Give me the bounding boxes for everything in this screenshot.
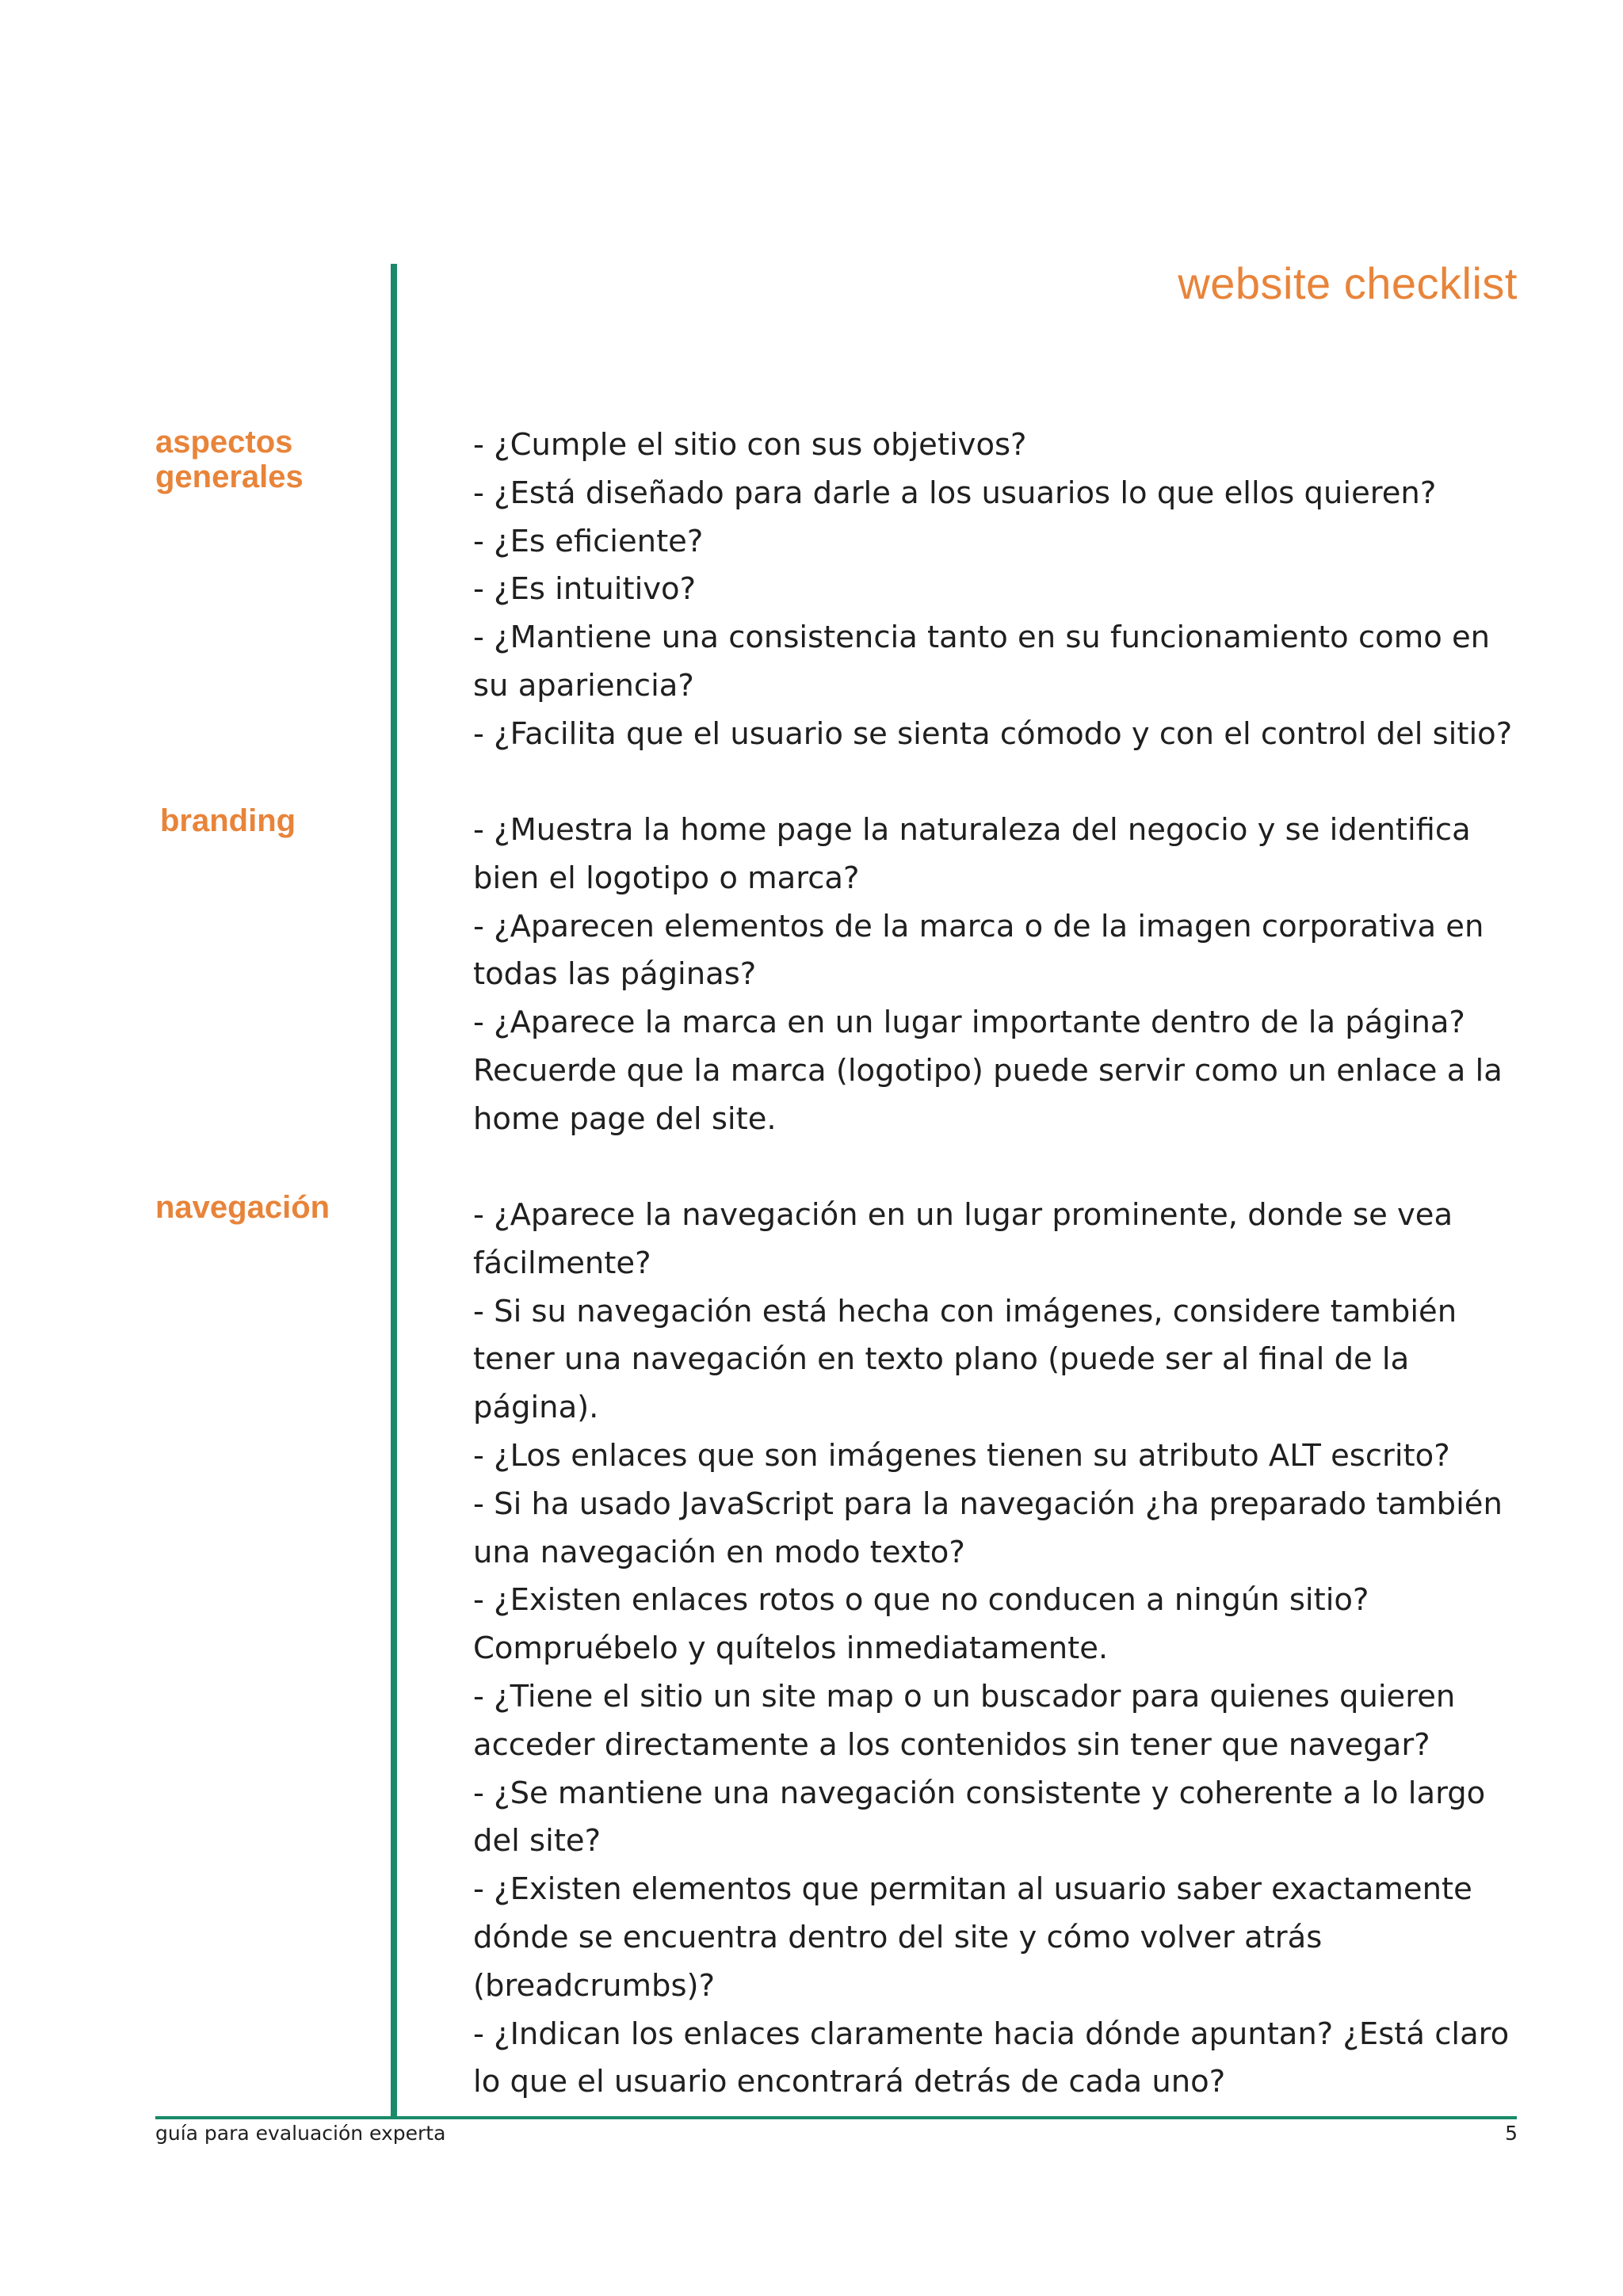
section-label-line: aspectos	[155, 425, 293, 460]
checklist-navegacion	[473, 1192, 1527, 2107]
checklist-branding	[473, 807, 1527, 1144]
section-label-aspectos-generales	[155, 425, 304, 494]
checklist-item: - ¿Es intuitivo?	[473, 571, 697, 608]
checklist-item: - ¿Aparece la navegación en un lugar prominente, donde se vea fácilmente?	[473, 1197, 1453, 1281]
checklist-item: - ¿Aparecen elementos de la marca o de la imagen corporativa en todas las páginas?	[473, 908, 1484, 993]
checklist-item: - ¿Está diseñado para darle a los usuarios lo que ellos quieren?	[473, 475, 1437, 511]
checklist-item: - ¿Tiene el sitio un site map o un buscador para quienes quieren acceder directamente a los contenidos sin tener que navegar?	[473, 1678, 1456, 1763]
checklist-aspectos-generales	[473, 421, 1527, 759]
checklist-item: - ¿Mantiene una consistencia tanto en su funcionamiento como en su apariencia?	[473, 620, 1491, 704]
checklist-item: - ¿Facilita que el usuario se sienta cómodo y con el control del sitio?	[473, 715, 1513, 752]
checklist-item: - ¿Indican los enlaces claramente hacia dónde apuntan? ¿Está claro lo que el usuario encontrará detrás de cada uno?	[473, 2016, 1510, 2100]
section-label-line: branding	[160, 803, 296, 838]
checklist-item: - ¿Los enlaces que son imágenes tienen su atributo ALT escrito?	[473, 1437, 1450, 1474]
checklist-item: - ¿Es eficiente?	[473, 523, 704, 559]
checklist-item: - Si su navegación está hecha con imágenes, considere también tener una navegación en texto plano (puede ser al final de la página).	[473, 1293, 1457, 1426]
footer-text: guía para evaluación experta	[155, 2122, 446, 2145]
section-label-navegacion	[155, 1190, 330, 1225]
checklist-item: - ¿Se mantiene una navegación consistente y coherente a lo largo del site?	[473, 1775, 1486, 1859]
section-label-line: generales	[155, 460, 304, 494]
checklist-item: - ¿Existen enlaces rotos o que no conducen a ningún sitio? Compruébelo y quítelos inmediatamente.	[473, 1582, 1369, 1667]
checklist-item: - Si ha usado JavaScript para la navegación ¿ha preparado también una navegación en modo texto?	[473, 1486, 1503, 1570]
vertical-rule	[391, 264, 397, 2118]
checklist-item: - ¿Cumple el sitio con sus objetivos?	[473, 427, 1027, 463]
checklist-item: - ¿Existen elementos que permitan al usuario saber exactamente dónde se encuentra dentro del site y cómo volver atrás (breadcrumbs)?	[473, 1871, 1472, 2004]
checklist-item: - ¿Aparece la marca en un lugar importante dentro de la página? Recuerde que la marca (logotipo) puede servir como un enlace a la home page del site.	[473, 1005, 1503, 1137]
page-number: 5	[1505, 2122, 1518, 2145]
section-label-line: navegación	[155, 1190, 330, 1225]
page-title: website checklist	[1178, 258, 1518, 308]
checklist-item: - ¿Muestra la home page la naturaleza del negocio y se identifica bien el logotipo o marca?	[473, 812, 1471, 896]
footer-rule	[155, 2116, 1517, 2119]
section-label-branding	[160, 803, 296, 838]
